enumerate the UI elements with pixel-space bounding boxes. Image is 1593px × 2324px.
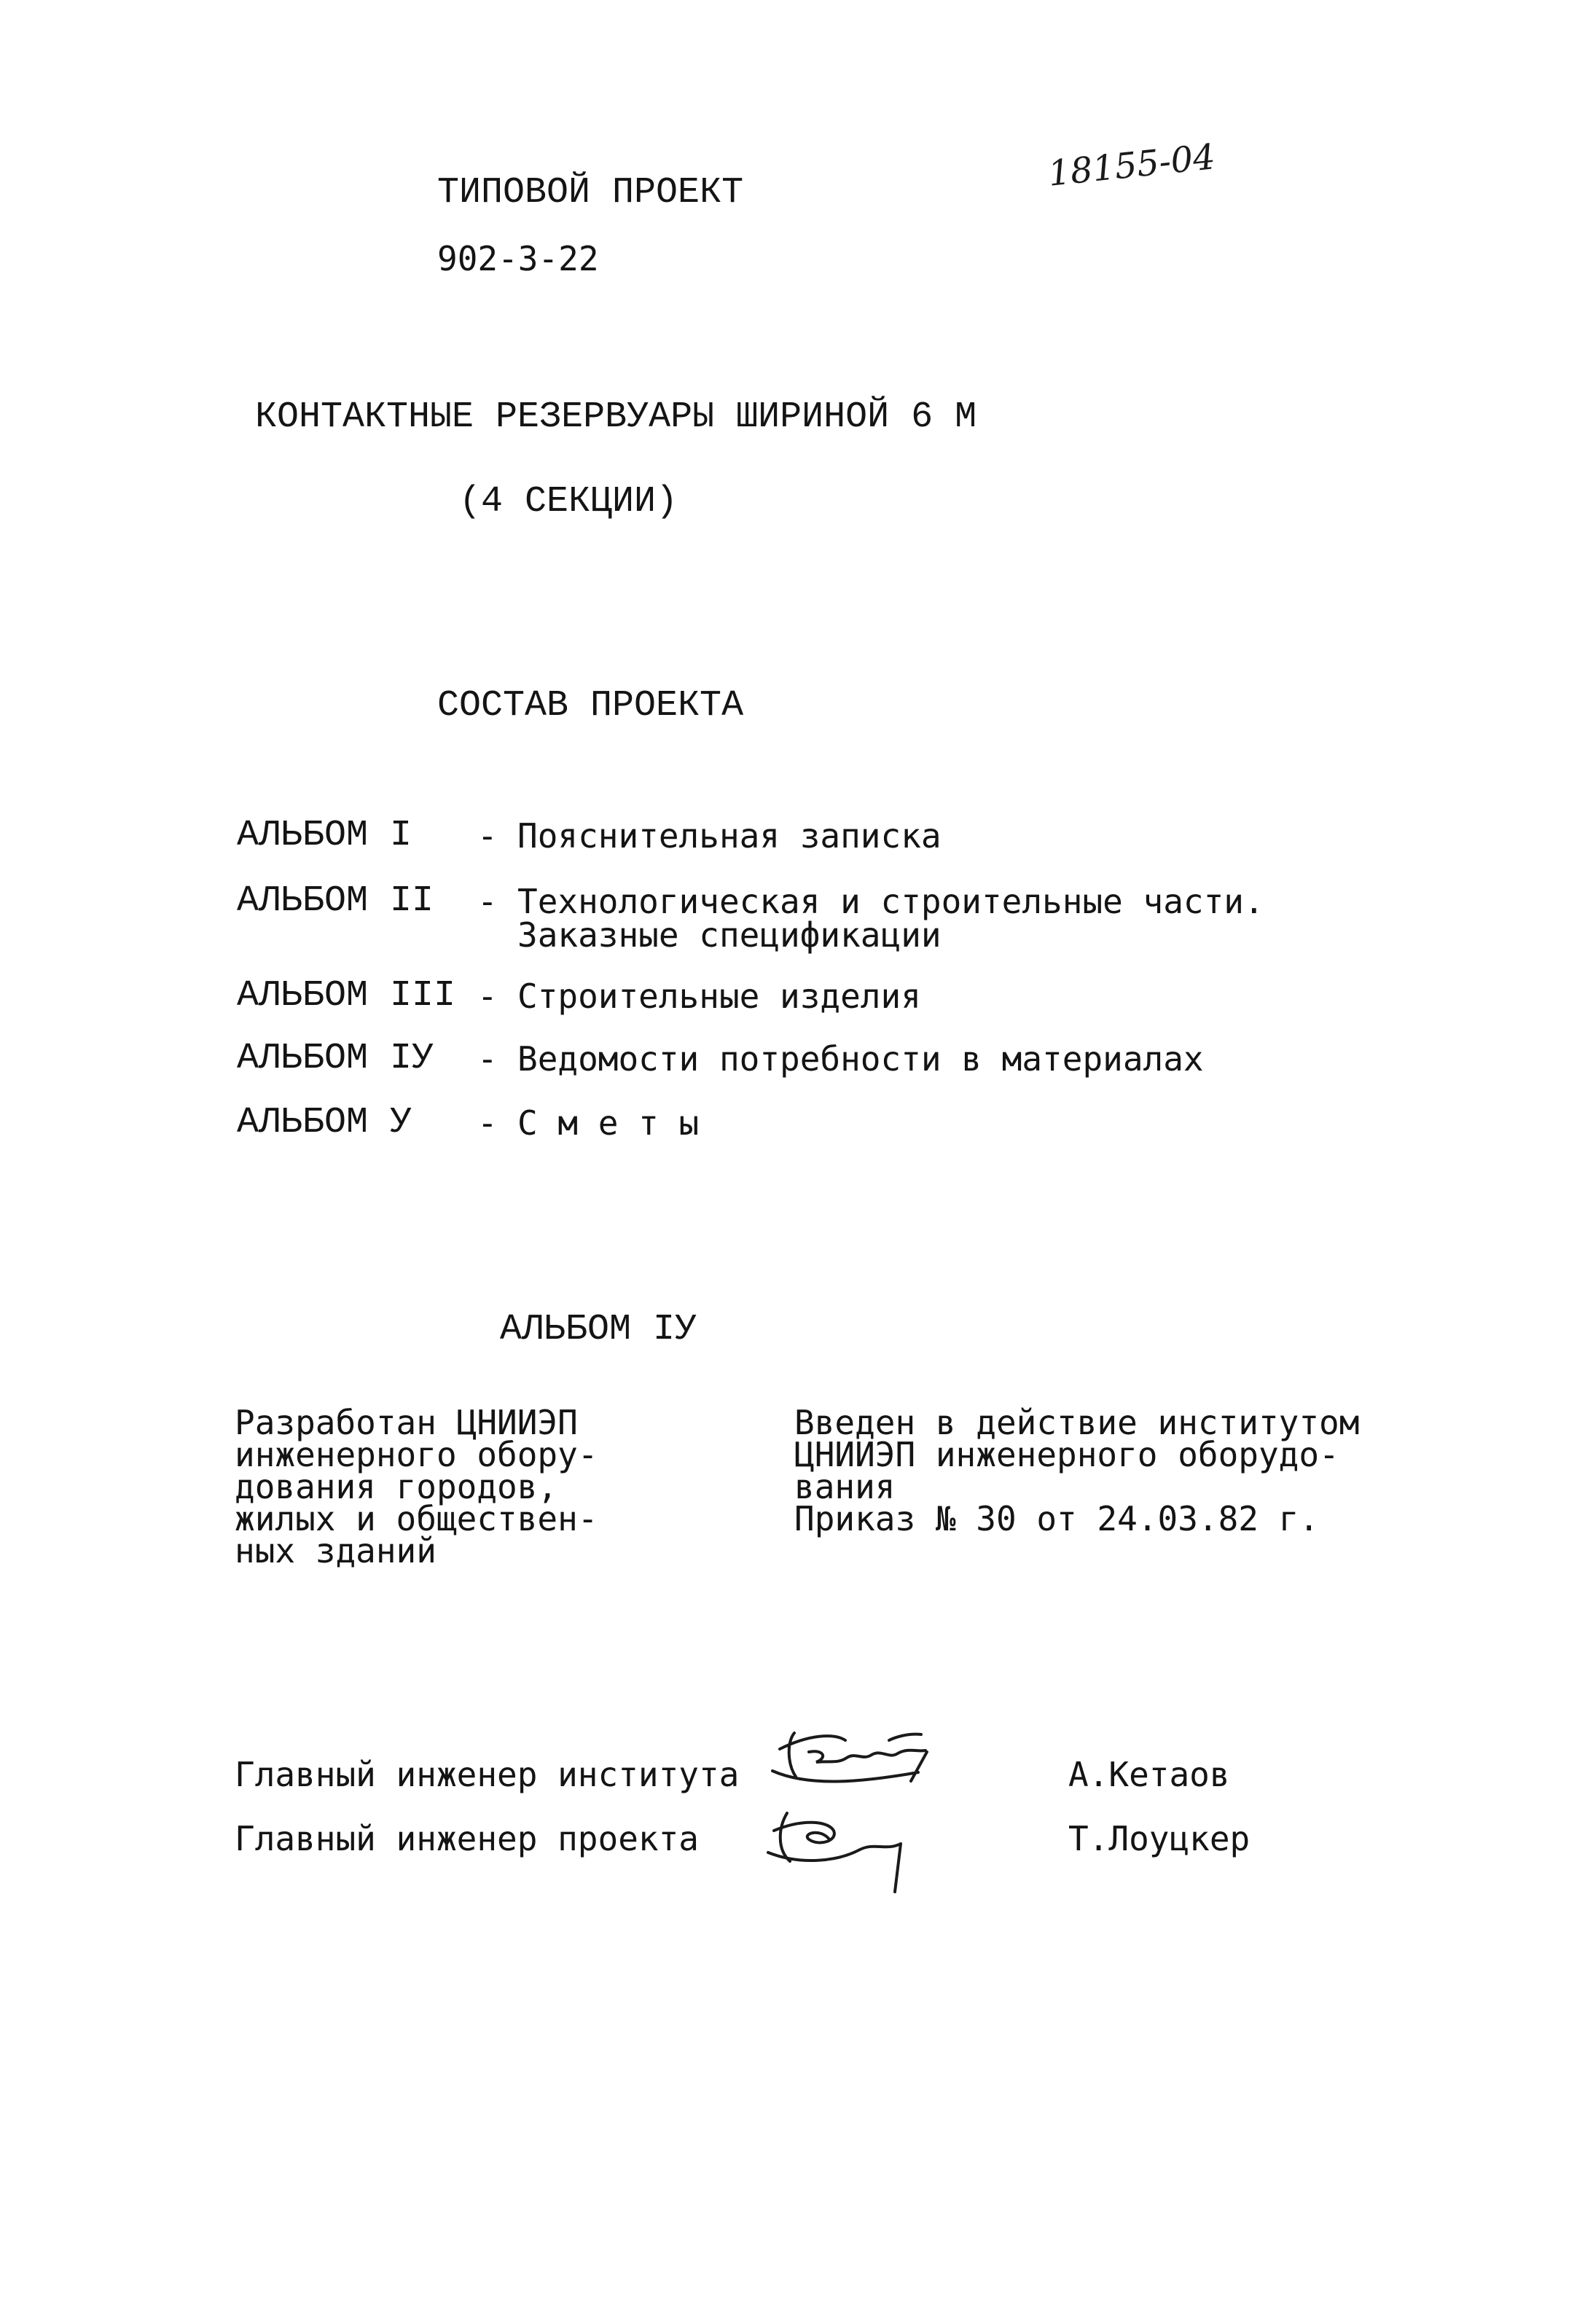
title-line-1: КОНТАКТНЫЕ РЕЗЕРВУАРЫ ШИРИНОЙ 6 М (255, 396, 977, 438)
album-name: АЛЬБОМ III (237, 975, 456, 1017)
composition-heading: СОСТАВ ПРОЕКТА (437, 685, 744, 727)
archive-number: 18155-04 (1046, 136, 1218, 195)
album-dash: - (477, 1103, 498, 1143)
album-dash: - (477, 816, 498, 856)
developed-by-line: Разработан ЦНИИЭП (235, 1403, 578, 1442)
enacted-by (794, 1403, 1360, 1538)
album-description: Строительные изделия (517, 977, 921, 1016)
album-dash: - (477, 1039, 498, 1079)
signature-name: Т.Лоуцкер (1068, 1819, 1250, 1858)
developed-by-line: ных зданий (235, 1531, 437, 1570)
album-description: Технологическая и строительные части. (517, 882, 1264, 921)
album-description: Пояснительная записка (517, 816, 942, 856)
title-line-2: (4 СЕКЦИИ) (459, 481, 678, 523)
developed-by-line: инженерного обору- (235, 1435, 598, 1474)
album-name: АЛЬБОМ II (237, 880, 434, 922)
doc-type: ТИПОВОЙ ПРОЕКТ (437, 172, 744, 214)
signature-role: Главный инженер проекта (235, 1819, 699, 1858)
signature-1-handwriting (765, 1720, 955, 1800)
developed-by-line: жилых и обществен- (235, 1499, 598, 1538)
album-description: С м е т ы (517, 1103, 700, 1143)
developed-by-line: дования городов, (235, 1467, 558, 1506)
current-album: АЛЬБОМ IУ (500, 1309, 697, 1350)
enacted-by-line: Приказ № 30 от 24.03.82 г. (794, 1499, 1320, 1538)
album-description-cont: Заказные спецификации (517, 915, 942, 955)
signature-name: А.Кетаов (1068, 1755, 1230, 1794)
enacted-by-line: ЦНИИЭП инженерного оборудо- (794, 1435, 1339, 1474)
signature-role: Главный инженер института (235, 1755, 740, 1794)
enacted-by-line: Введен в действие институтом (794, 1403, 1360, 1442)
project-number: 902-3-22 (437, 239, 599, 278)
album-name: АЛЬБОМ У (237, 1102, 412, 1143)
album-description: Ведомости потребности в материалах (517, 1039, 1204, 1079)
enacted-by-line: вания (794, 1467, 896, 1506)
album-dash: - (477, 977, 498, 1016)
album-name: АЛЬБОМ IУ (237, 1038, 434, 1079)
signature-2-handwriting (758, 1799, 933, 1901)
album-name: АЛЬБОМ I (237, 815, 412, 856)
developed-by (235, 1403, 598, 1570)
album-dash: - (477, 882, 498, 921)
